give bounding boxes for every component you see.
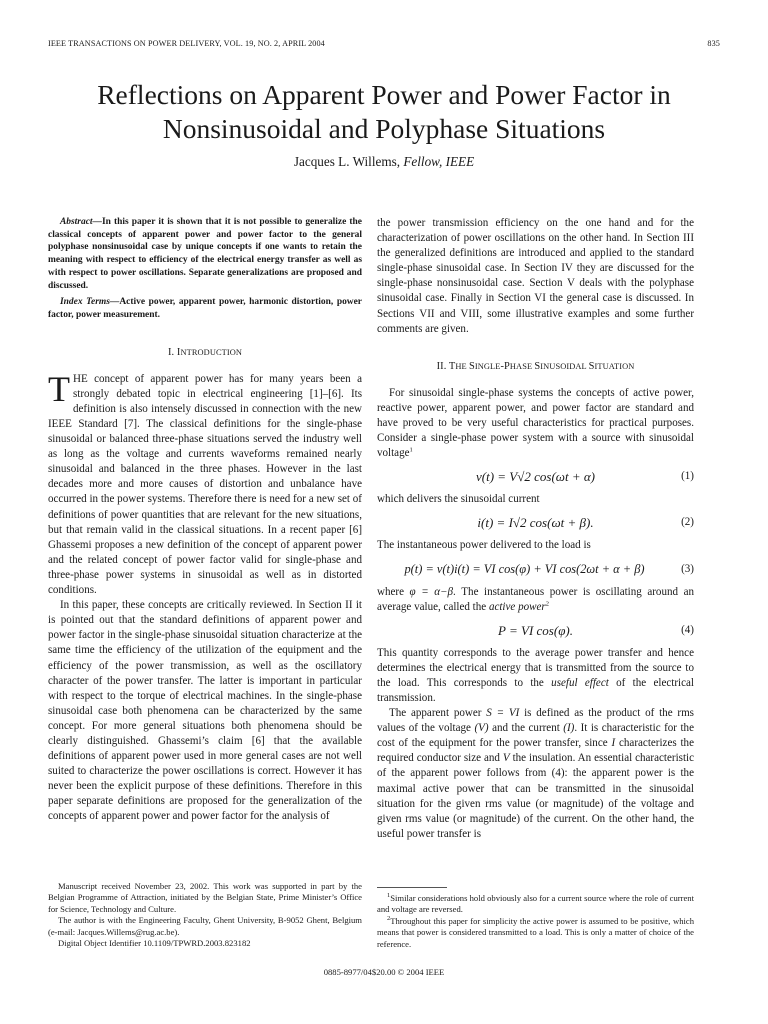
author-role: Fellow, IEEE: [403, 154, 475, 169]
section-heading-1: I. INTRODUCTION: [167, 346, 243, 358]
sec2-paragraph-3: The instantaneous power delivered to the load is: [377, 539, 591, 552]
equation-2: i(t) = I√2 cos(ωt + β). (2): [377, 507, 694, 538]
abstract-text: In this paper it is shown that it is not possible to generalize the classical concepts of apparent power and power factor to the general polyphase nonsinusoidal case by unique concepts if one wants to retain the meaning with respect to efficiency of the electrical energy transfer as well as with respect to power oscillations. Separate generalizations are proposed and discussed.: [48, 217, 362, 291]
affiliation-note: The author is with the Engineering Faculty, Ghent University, B-9052 Ghent, Belgium (e-mail: Jacques.Willems@rug.ac.be).: [48, 915, 362, 937]
footnote-1: $^1$Similar considerations hold obviously also for a current source where the role of current and voltage are reversed.: [377, 892, 694, 915]
equation-number-2: (2): [681, 516, 694, 529]
equation-number-1: (1): [681, 470, 694, 483]
intro-paragraph-1: THE concept of apparent power has for many years been a strongly debated topic in electrical engineering [1]–[6]. Its definition is also intensely discussed in connection with the new IEEE Standard [7]. The classical definitions for the single-phase sinusoidal or balanced three-phase situations served the industry well as long as the voltage and currents waveforms remained nearly sinusoidal and balanced in the three phases. However in the last decades more and more causes of distortion and unbalance have occurred in the power systems. Therefore there is need for a new set of definitions of power quantities that are relevant for the new situations, but that remain valid in the classical situations. In a recent paper [6] Ghassemi proposes a new definition of the concept of apparent power and the related concept of power factor valid for single-phase and three-phase power systems in sinusoidal as well as in distorted conditions.: [48, 368, 362, 597]
section-heading-2: II. THE SINGLE-PHASE SINUSOIDAL SITUATION: [436, 360, 635, 372]
index-terms-label: Index Terms—: [60, 297, 120, 308]
equation-1: v(t) = V√2 cos(ωt + α) (1): [377, 461, 694, 492]
journal-name: IEEE TRANSACTIONS ON POWER DELIVERY, VOL. 19, NO. 2, APRIL 2004: [48, 39, 325, 48]
sec2-paragraph-6: The apparent power S = VI is defined as the product of the rms values of the voltage (V) and the current (I). It is characteristic for the cost of the equipment for the power transfer, since I characterizes the required conductor size and V the insulation. An essential characteristic of the apparent power follows from (4): the apparent power is the maximal active power that can be transmitted in the sinusoidal situation for the given rms value (or magnitude) of the voltage and given rms value (or magnitude) of the current. On the other hand, the useful power transfer is: [377, 707, 694, 840]
manuscript-note: Manuscript received November 23, 2002. This work was supported in part by the Belgian Programme of Attraction, initiated by the Belgian State, Prime Minister’s Office for Science, Technology and Culture.: [48, 881, 362, 914]
author-line: [0, 154, 768, 170]
page-number: 835: [707, 39, 720, 48]
sec2-paragraph-4: where φ = α−β. The instantaneous power is oscillating around an average value, called the active power$^2$: [377, 585, 695, 613]
equation-number-4: (4): [681, 623, 694, 636]
paper-title: [0, 78, 768, 146]
sec2-paragraph-1: For sinusoidal single-phase systems the concepts of active power, reactive power, apparent power, and power factor are standard and have proved to be very useful characteristics for practical purposes. Consider a single-phase power system with a source with sinusoidal voltage$^1$: [377, 386, 694, 460]
left-column: [48, 216, 362, 825]
index-terms-text: Active power, apparent power, harmonic distortion, power factor, power measurement.: [48, 297, 362, 320]
doi-note: Digital Object Identifier 10.1109/TPWRD.2003.823182: [58, 938, 251, 949]
sec2-paragraph-2: which delivers the sinusoidal current: [377, 493, 540, 506]
title-line-2: Nonsinusoidal and Polyphase Situations: [162, 113, 606, 144]
equation-number-3: (3): [681, 562, 694, 575]
running-header: [48, 39, 720, 48]
drop-cap: T: [48, 368, 70, 409]
abstract: [48, 216, 362, 292]
index-terms: [48, 296, 362, 321]
footnote-rule: [377, 887, 447, 888]
footnote-2: $^2$Throughout this paper for simplicity the active power is assumed to be positive, which means that power is considered transmitted to a load. This is only a matter of choice of the reference.: [377, 914, 694, 949]
left-footnotes: [48, 881, 362, 949]
title-line-1: Reflections on Apparent Power and Power Factor in: [97, 79, 671, 110]
intro-paragraph-2: In this paper, these concepts are critically reviewed. In Section II it is pointed out that the standard definitions of apparent power and power factor in the single-phase sinusoidal situation characterize at the same time the efficiency of the utilization of the equipment and the efficiency of the power transmission, as well as the oscillatory character of the power transfer. The latter is important in particular with respect to the torque of electrical machines. In the single-phase sinusoidal case both phenomena can be characterized by the same concept. For more general situations both phenomena should be clearly distinguished. Ghassemi’s claim [6] that the available definitions of apparent power used in more general cases are not well suited to characterize the power oscillations is correct. However it has never been the explicit purpose of these definitions. Therefore in this paper separate definitions are proposed for the generalization of the concepts of apparent power and power factor for the analysis of: [48, 599, 362, 823]
equation-3: p(t) = v(t)i(t) = VI cos(φ) + VI cos(2ωt + α + β) (3): [377, 554, 694, 585]
right-footnotes: [377, 893, 694, 950]
right-paragraph-1: the power transmission efficiency on the one hand and for the characterization of power oscillations on the other hand. In Section III the generalized definitions are introduced and applied to the standard single-phase sinusoidal case. In Section IV they are discussed for the single-phase nonsinusoidal case. Section V deals with the polyphase sinusoidal case. Finally in Section VI the general case is discussed. In Sections VII and VIII, some illustrative examples and some further comments are given.: [377, 217, 694, 335]
right-column: [377, 216, 694, 842]
author-name: Jacques L. Willems,: [293, 154, 404, 169]
sec2-paragraph-5: This quantity corresponds to the average power transfer and hence determines the electrical energy that is transmitted from the source to the load. This corresponds to the useful effect of the electrical transmission.: [377, 646, 694, 704]
equation-4: P = VI cos(φ). (4): [377, 615, 694, 646]
abstract-label: Abstract—: [60, 217, 102, 227]
copyright-footer: 0885-8977/04$20.00 © 2004 IEEE: [323, 967, 445, 977]
